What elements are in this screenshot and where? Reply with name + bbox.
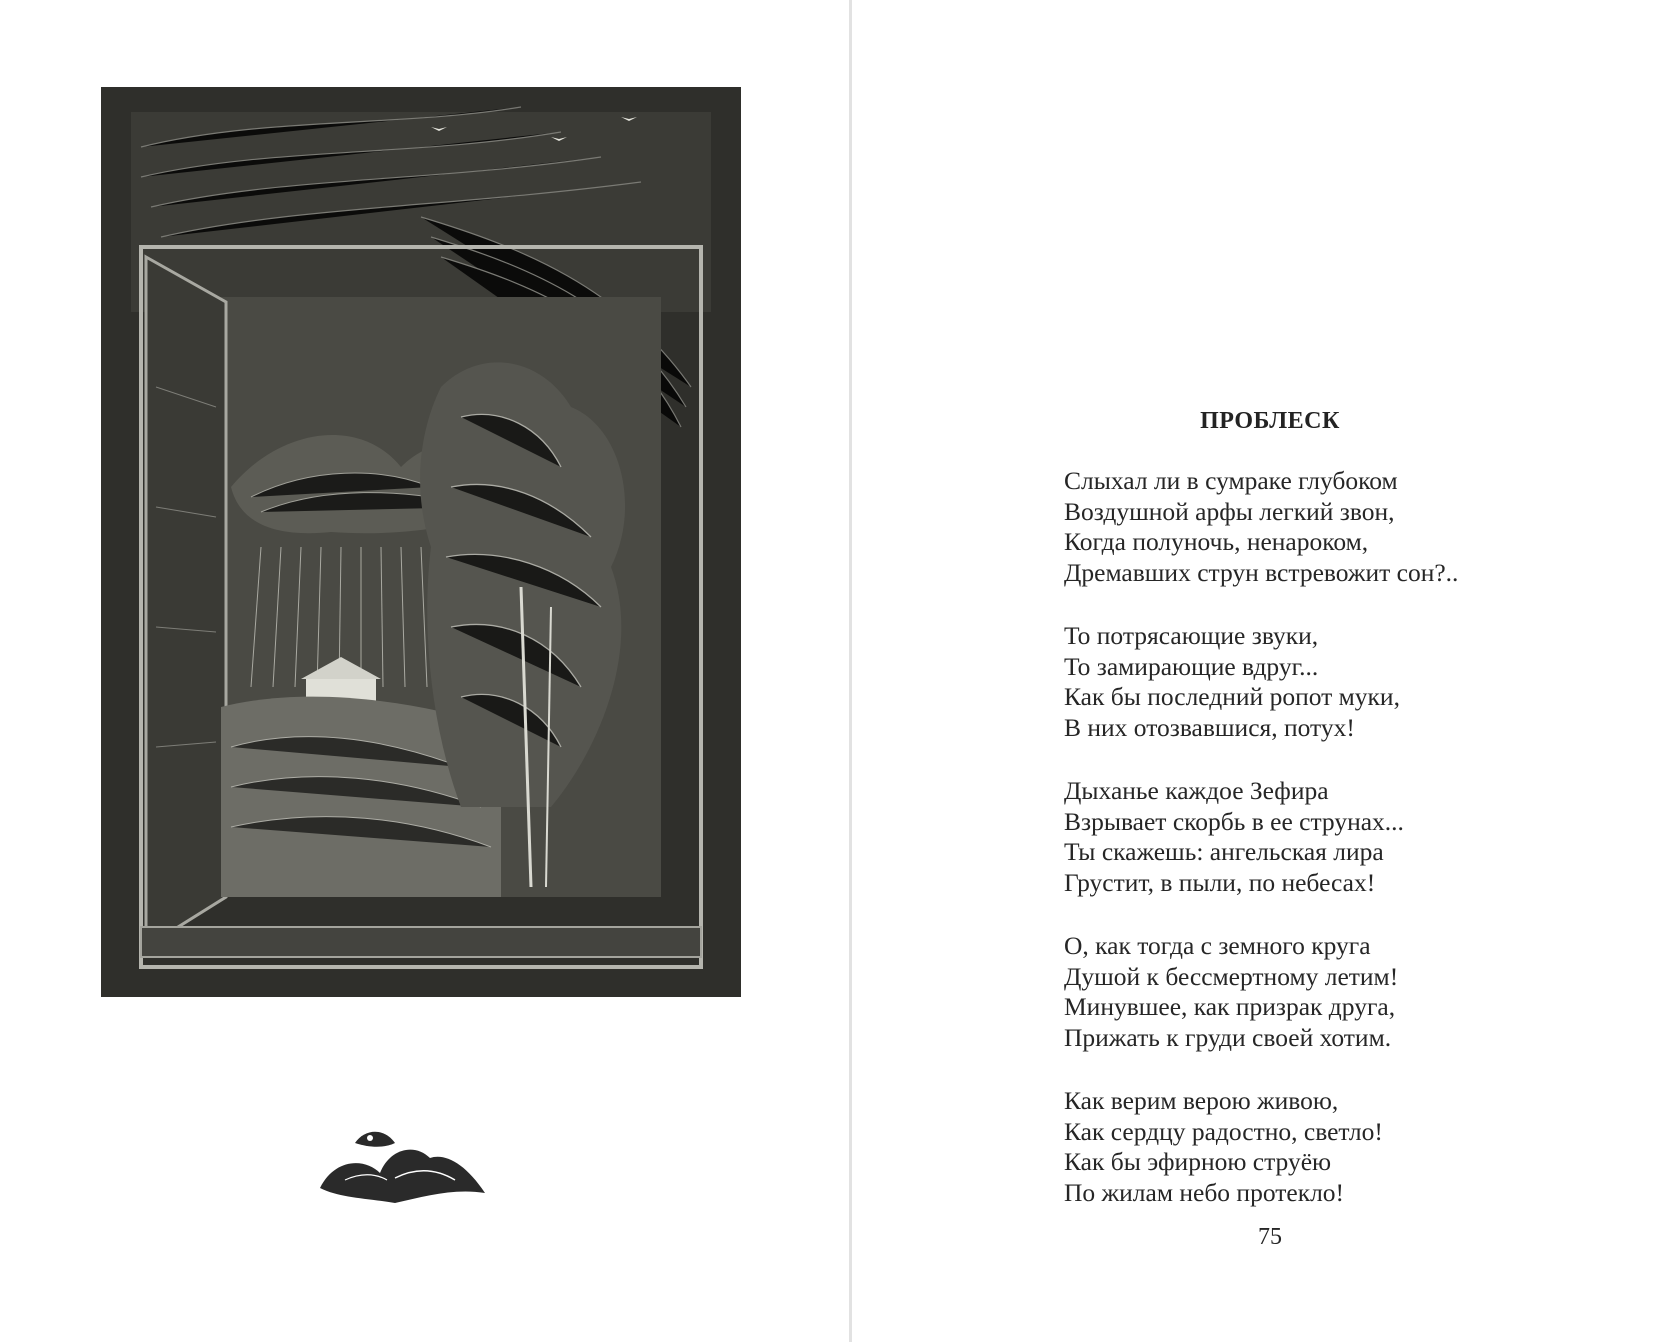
- poem-line: Прижать к груди своей хотим.: [1064, 1022, 1392, 1052]
- poem-line: Дыханье каждое Зефира: [1064, 776, 1329, 805]
- stanza-1: [1064, 466, 1458, 588]
- engraving-illustration: [101, 87, 741, 997]
- poem-line: Слыхал ли в сумраке глубоком: [1064, 466, 1398, 495]
- poem-line: Минувшее, как призрак друга,: [1064, 992, 1396, 1021]
- poem-title: ПРОБЛЕСК: [1200, 408, 1340, 434]
- poem-line: Воздушной арфы легкий звон,: [1064, 496, 1395, 526]
- poem-line: Ты скажешь: ангельская лира: [1064, 837, 1384, 866]
- poem-line: Взрывает скорбь в ее струнах...: [1064, 806, 1404, 836]
- poem-line: Дремавших струн встревожит сон?..: [1064, 557, 1459, 587]
- poem-line: Как сердцу радостно, светло!: [1064, 1116, 1383, 1146]
- poem-line: Как бы эфирною струёю: [1064, 1147, 1332, 1176]
- poem-line: Грустит, в пыли, по небесах!: [1064, 867, 1376, 897]
- poem-line: О, как тогда с земного круга: [1064, 931, 1371, 960]
- stanza-2: [1064, 621, 1400, 743]
- poem-line: Когда полуночь, ненароком,: [1064, 527, 1369, 556]
- engraving-icon: [101, 87, 741, 997]
- stanza-3: [1064, 776, 1404, 898]
- poem-line: То потрясающие звуки,: [1064, 621, 1319, 650]
- poem-line: В них отозвавшися, потух!: [1064, 712, 1355, 742]
- stanza-4: [1064, 931, 1398, 1053]
- poem-line: То замирающие вдруг...: [1064, 651, 1319, 681]
- stanza-5: [1064, 1086, 1383, 1208]
- page-number: 75: [1258, 1224, 1282, 1250]
- floral-ornament: [315, 1118, 490, 1206]
- poem-line: Как бы последний ропот муки,: [1064, 682, 1400, 711]
- floral-ornament-icon: [315, 1118, 490, 1206]
- poem-line: Душой к бессмертному летим!: [1064, 961, 1399, 991]
- poem-line: По жилам небо протекло!: [1064, 1177, 1345, 1207]
- poem-line: Как верим верою живою,: [1064, 1086, 1339, 1115]
